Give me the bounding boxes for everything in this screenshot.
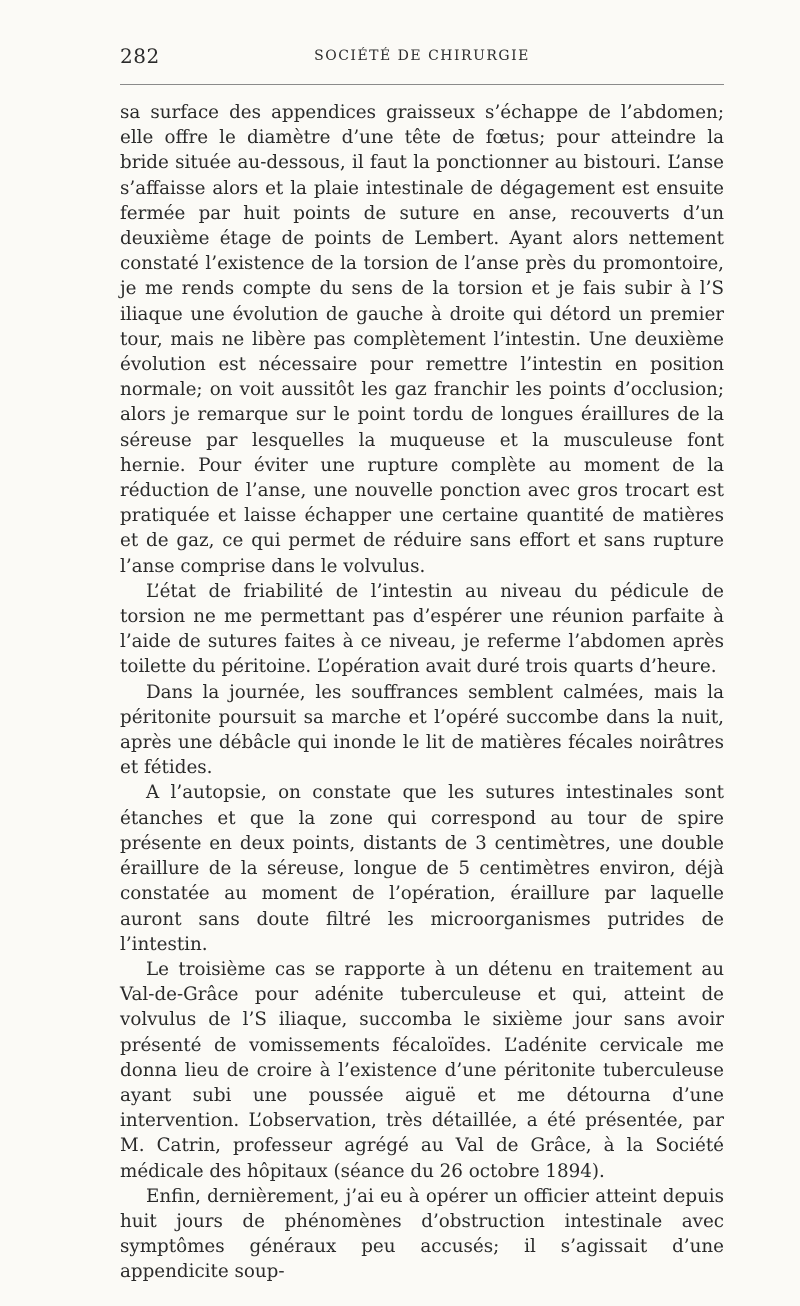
paragraph: Dans la journée, les souffrances semblent calmées, mais la péritonite poursuit sa marche et l’opéré succombe dans la nuit, après une débâcle qui inonde le lit de matières fécales noirâtres et fétides. xyxy=(120,681,724,779)
page-number: 282 xyxy=(120,44,160,68)
paragraph: Le troisième cas se rapporte à un détenu en traitement au Val-de-Grâce pour adénite tuberculeuse et qui, atteint de volvulus de l’S iliaque, succomba le sixième jour sans avoir présenté de vomissements fécaloïdes. L’adénite cervicale me donna lieu de croire à l’existence d’une péritonite tuberculeuse ayant subi une poussée aiguë et me détourna d’une intervention. L’observation, très détaillée, a été présentée, par M. Catrin, professeur agrégé au Val de Grâce, à la Société médicale des hôpitaux (séance du 26 octobre 1894). xyxy=(120,958,724,1182)
paragraph: A l’autopsie, on constate que les sutures intestinales sont étanches et que la zone qui correspond au tour de spire présente en deux points, distants de 3 centimètres, une double éraillure de la séreuse, longue de 5 centimètres environ, déjà constatée au moment de l’opération, éraillure par laquelle auront sans doute filtré les microorganismes putrides de l’intestin. xyxy=(120,782,724,955)
page-header xyxy=(120,44,724,74)
body-text xyxy=(120,100,724,1285)
header-rule xyxy=(120,84,724,85)
paragraph-continuation: sa surface des appendices graisseux s’échappe de l’abdomen; elle offre le diamètre d’une tête de fœtus; pour atteindre la bride située au-dessous, il faut la ponctionner au bistouri. L’anse s’affaisse alors et la plaie intestinale de dégagement est ensuite fermée par huit points de suture en anse, recouverts d’un deuxième étage de points de Lembert. Ayant alors nettement constaté l’existence de la torsion de l’anse près du promontoire, je me rends compte du sens de la torsion et je fais subir à l’S iliaque une évolution de gauche à droite qui détord un premier tour, mais ne libère pas complètement l’intestin. Une deuxième évolution est nécessaire pour remettre l’intestin en position normale; on voit aussitôt les gaz franchir les points d’occlusion; alors je remarque sur le point tordu de longues éraillures de la séreuse par lesquelles la muqueuse et la musculeuse font hernie. Pour éviter une rupture complète au moment de la réduction de l’anse, une nouvelle ponction avec gros trocart est pratiquée et laisse échapper une certaine quantité de matières et de gaz, ce qui permet de réduire sans effort et sans rupture l’anse comprise dans le volvulus. xyxy=(120,102,724,577)
running-title: SOCIÉTÉ DE CHIRURGIE xyxy=(314,48,530,64)
paragraph: Enfin, dernièrement, j’ai eu à opérer un officier atteint depuis huit jours de phénomènes d’obstruction intestinale avec symptômes généraux peu accusés; il s’agissait d’une appendicite soup- xyxy=(120,1185,724,1283)
paragraph: L’état de friabilité de l’intestin au niveau du pédicule de torsion ne me permettant pas d’espérer une réunion parfaite à l’aide de sutures faites à ce niveau, je referme l’abdomen après toilette du péritoine. L’opération avait duré trois quarts d’heure. xyxy=(120,580,724,678)
